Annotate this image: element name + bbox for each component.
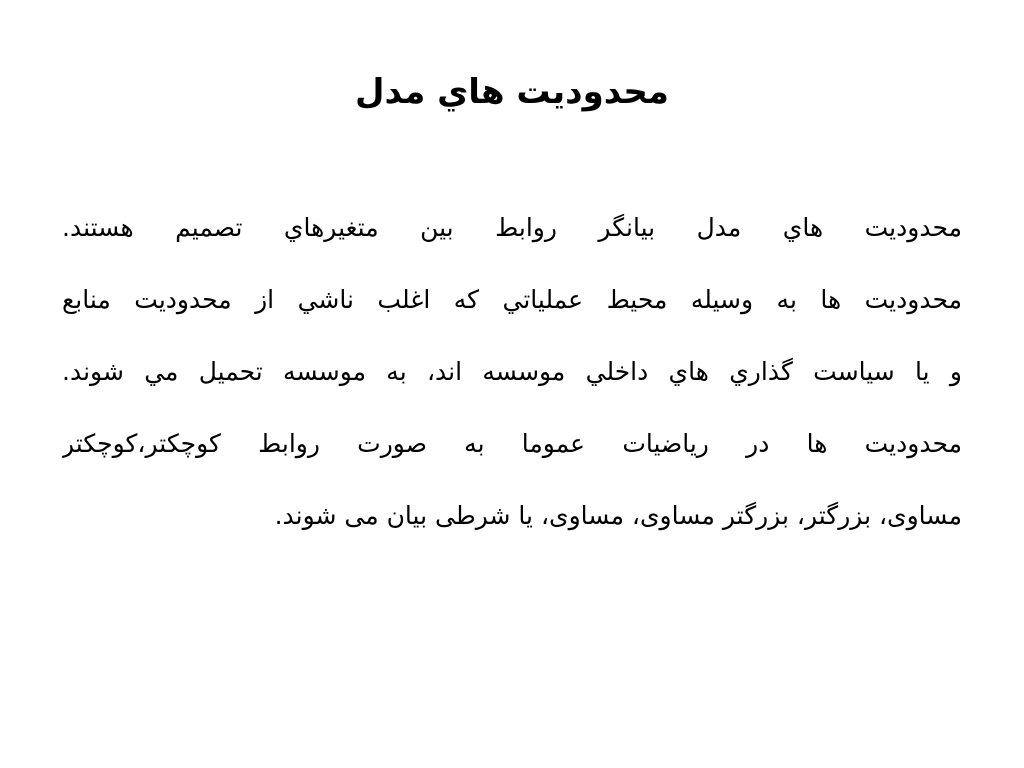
body-line: محدوديت ها به وسيله محيط عملياتي كه اغلب ناشي از محدوديت منابع [62,285,962,314]
body-line: محدوديت ها در رياضيات عموما به صورت روابط كوچكتر،كوچكتر [62,429,962,458]
slide-body [62,192,962,552]
slide-title: محدوديت هاي مدل [355,72,669,112]
body-line: و يا سياست گذاري هاي داخلي موسسه اند، به موسسه تحميل مي شوند. [62,357,962,386]
body-line: محدوديت هاي مدل بيانگر روابط بين متغيرهاي تصميم هستند. [62,213,962,242]
body-line: مساوی، بزرگتر، بزرگتر مساوی، مساوی، یا شرطی بیان می شوند. [274,501,962,530]
